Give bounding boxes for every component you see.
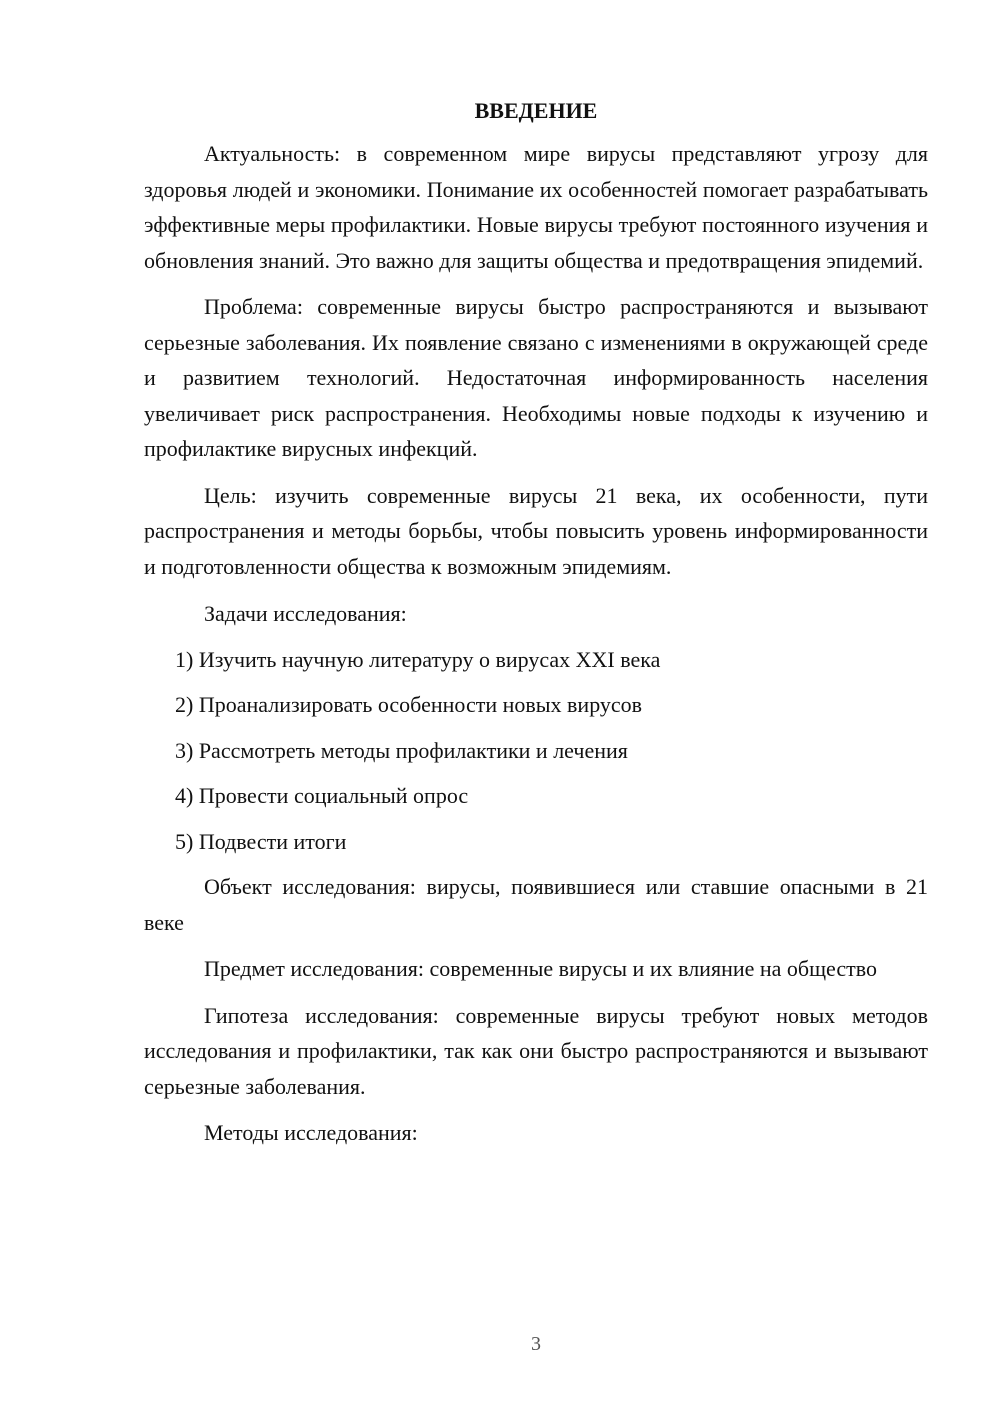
paragraph-hypothesis: Гипотеза исследования: современные вирусы требуют новых методов исследования и профилактики, так как они быстро распространяются и вызывают серьезные заболевания. xyxy=(144,1002,928,1099)
tasks-heading: Задачи исследования: xyxy=(204,601,407,626)
list-item: 5) Подвести итоги xyxy=(175,828,347,854)
paragraph-object: Объект исследования: вирусы, появившиеся или ставшие опасными в 21 веке xyxy=(144,874,928,935)
paragraph-subject: Предмет исследования: современные вирусы и их влияние на общество xyxy=(204,956,877,981)
paragraph-relevance: Актуальность: в современном мире вирусы представляют угрозу для здоровья людей и экономики. Понимание их особенностей помогает разрабатывать эффективные меры профилактики. Новые вирусы требуют постоянного изучения и обновления знаний. Это важно для защиты общества и предотвращения эпидемий. xyxy=(144,141,928,273)
paragraph-methods: Методы исследования: xyxy=(204,1120,418,1145)
paragraph-problem: Проблема: современные вирусы быстро распространяются и вызывают серьезные заболевания. Их появление связано с изменениями в окружающей среде и развитием технологий. Недостаточная информированность населения увеличивает риск распространения. Необходимы новые подходы к изучению и профилактике вирусных инфекций. xyxy=(144,294,928,461)
list-item: 2) Проанализировать особенности новых вирусов xyxy=(175,692,643,717)
tasks-list xyxy=(144,642,928,870)
page-title: ВВЕДЕНИЕ xyxy=(474,98,598,123)
list-item: 3) Рассмотреть методы профилактики и лечения xyxy=(175,737,628,763)
page-number: 3 xyxy=(531,1333,541,1355)
page-content xyxy=(144,96,928,1151)
paragraph-goal: Цель: изучить современные вирусы 21 века, их особенности, пути распространения и методы борьбы, чтобы повысить уровень информированности и подготовленности общества к возможным эпидемиям. xyxy=(144,482,928,579)
list-item: 1) Изучить научную литературу о вирусах XXI века xyxy=(175,646,661,672)
list-item: 4) Провести социальный опрос xyxy=(175,783,469,808)
